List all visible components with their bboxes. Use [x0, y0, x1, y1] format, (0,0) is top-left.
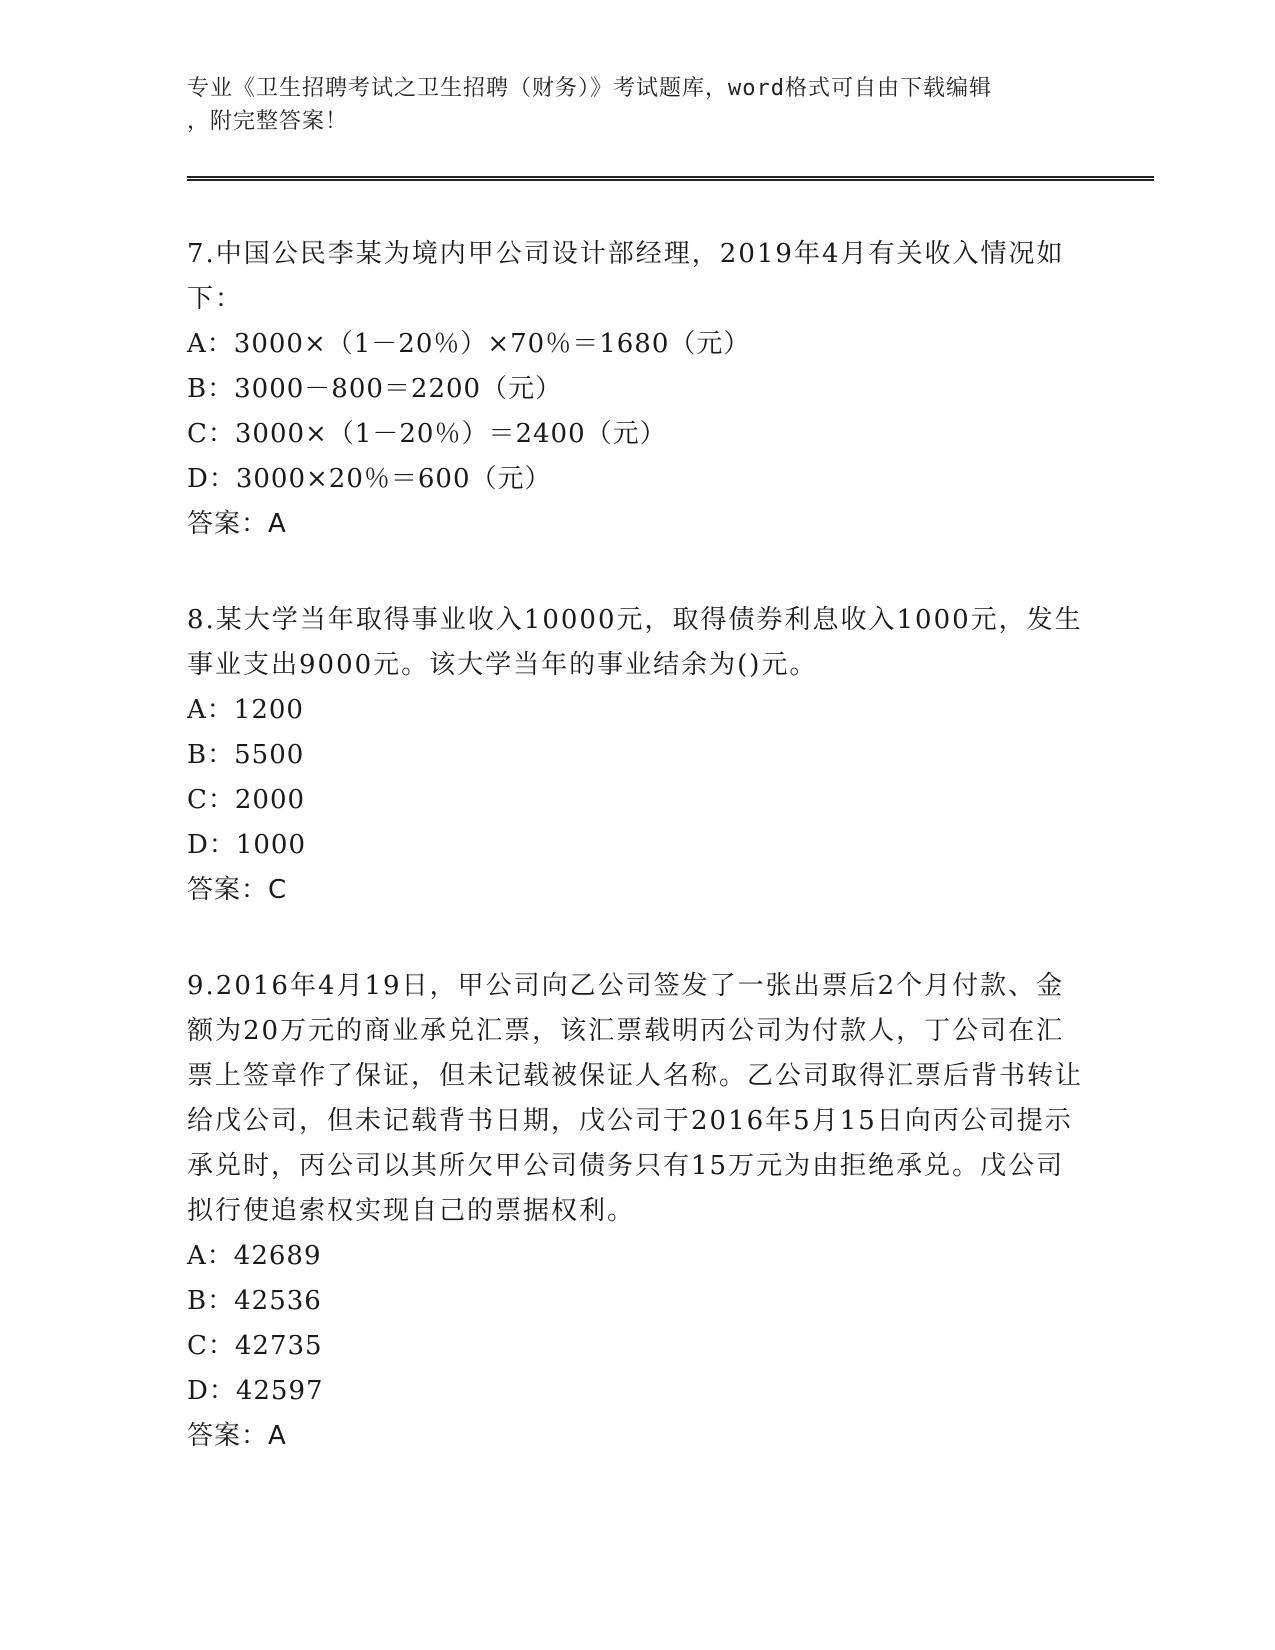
header-divider	[187, 176, 1154, 181]
option-b: B：5500	[187, 740, 305, 770]
answer-line: 答案：C	[187, 875, 288, 905]
option-c: C：42735	[187, 1331, 323, 1361]
option-b: B：3000－800＝2200（元）	[187, 374, 563, 404]
header-title-line-2: ，附完整答案！	[187, 109, 349, 134]
option-d: D：3000×20％＝600（元）	[187, 464, 552, 494]
question-stem: 7.中国公民李某为境内甲公司设计部经理，2019年4月有关收入情况如下：	[187, 239, 1065, 314]
option-d: D：1000	[187, 830, 307, 860]
answer-line: 答案：A	[187, 509, 287, 539]
option-d: D：42597	[187, 1376, 324, 1406]
header-title-line-1: 专业《卫生招聘考试之卫生招聘（财务）》考试题库，word格式可自由下载编辑	[187, 76, 992, 101]
answer-line: 答案：A	[187, 1421, 287, 1451]
question-stem: 8.某大学当年取得事业收入10000元，取得债券利息收入1000元，发生事业支出9000元。该大学当年的事业结余为()元。	[187, 605, 1083, 680]
option-c: C：3000×（1－20％）＝2400（元）	[187, 419, 667, 449]
question-9	[187, 964, 1087, 1459]
option-c: C：2000	[187, 785, 306, 815]
question-7	[187, 232, 1087, 547]
question-stem: 9.2016年4月19日，甲公司向乙公司签发了一张出票后2个月付款、金额为20万元的商业承兑汇票，该汇票载明丙公司为付款人，丁公司在汇票上签章作了保证，但未记载被保证人名称。乙公司取得汇票后背书转让给戊公司，但未记载背书日期，戊公司于2016年5月15日向丙公司提示承兑时，丙公司以其所欠甲公司债务只有15万元为由拒绝承兑。戊公司拟行使追索权实现自己的票据权利。	[187, 971, 1084, 1226]
document-header	[187, 72, 1087, 138]
option-a: A：3000×（1－20％）×70％＝1680（元）	[187, 329, 751, 359]
option-a: A：42689	[187, 1241, 322, 1271]
question-8	[187, 598, 1087, 913]
option-b: B：42536	[187, 1286, 322, 1316]
option-a: A：1200	[187, 695, 304, 725]
